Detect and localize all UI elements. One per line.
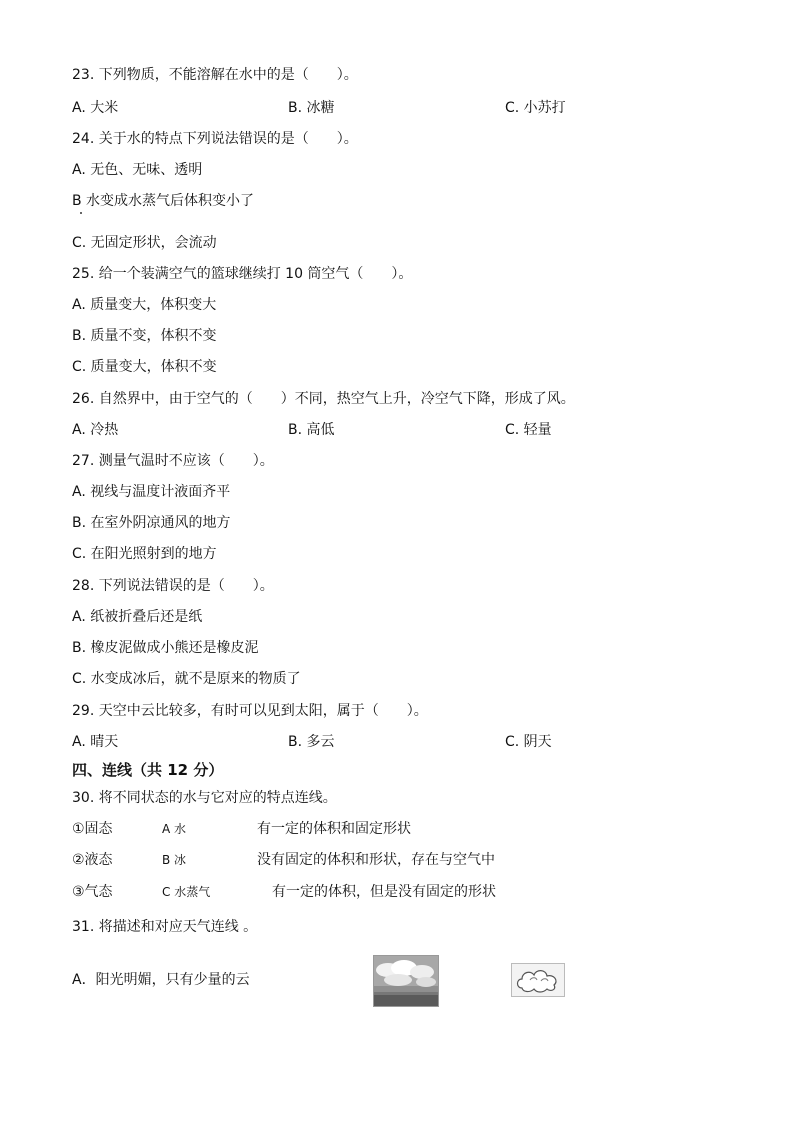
q27-option-a: A. 视线与温度计液面齐平	[72, 484, 231, 500]
q30-state-gas: ③气态	[72, 884, 113, 900]
q30-item-water: A 水	[162, 822, 187, 836]
q30-state-solid: ①固态	[72, 821, 113, 837]
q25-option-c: C. 质量变大，体积不变	[72, 359, 217, 375]
q28-option-c: C. 水变成冰后，就不是原来的物质了	[72, 671, 301, 687]
q26-stem: 26. 自然界中，由于空气的（ ）不同，热空气上升，冷空气下降，形成了风。	[72, 391, 575, 407]
q25-option-b: B. 质量不变，体积不变	[72, 328, 217, 344]
q31-stem: 31. 将描述和对应天气连线 。	[72, 919, 258, 935]
q30-item-vapor: C 水蒸气	[162, 885, 211, 899]
q26-option-a: A. 冷热	[72, 422, 119, 438]
q27-option-b: B. 在室外阴凉通风的地方	[72, 515, 231, 531]
section-heading: 四、连线（共 12 分）	[72, 761, 224, 779]
q29-option-c: C. 阴天	[505, 734, 552, 750]
q30-item-ice: B 冰	[162, 853, 187, 867]
q30-feature-1: 有一定的体积和固定形状	[257, 821, 411, 837]
q23-option-a: A. 大米	[72, 100, 119, 116]
q27-stem: 27. 测量气温时不应该（ ）。	[72, 453, 274, 469]
q26-option-b: B. 高低	[288, 422, 335, 438]
q28-option-a: A. 纸被折叠后还是纸	[72, 609, 203, 625]
cloud-icon	[511, 963, 565, 997]
q27-option-c: C. 在阳光照射到的地方	[72, 546, 217, 562]
q25-stem: 25. 给一个装满空气的篮球继续打 10 筒空气（ ）。	[72, 266, 413, 282]
q28-stem: 28. 下列说法错误的是（ ）。	[72, 578, 274, 594]
q26-option-c: C. 轻量	[505, 422, 552, 438]
q29-stem: 29. 天空中云比较多，有时可以见到太阳，属于（ ）。	[72, 703, 428, 719]
q28-option-b: B. 橡皮泥做成小熊还是橡皮泥	[72, 640, 259, 656]
q24-stem: 24. 关于水的特点下列说法错误的是（ ）。	[72, 131, 358, 147]
q30-feature-3: 有一定的体积，但是没有固定的形状	[272, 884, 496, 900]
q30-state-liquid: ②液态	[72, 852, 113, 868]
q31-option-a: A．阳光明媚，只有少量的云	[72, 972, 250, 988]
q25-option-a: A. 质量变大，体积变大	[72, 297, 217, 313]
q29-option-a: A. 晴天	[72, 734, 119, 750]
q30-stem: 30. 将不同状态的水与它对应的特点连线。	[72, 790, 337, 806]
q30-feature-2: 没有固定的体积和形状，存在与空气中	[257, 852, 495, 868]
sunny-sky-photo	[373, 955, 439, 1007]
q23-stem: 23. 下列物质，不能溶解在水中的是（ ）。	[72, 67, 358, 83]
q29-option-b: B. 多云	[288, 734, 335, 750]
q23-option-c: C. 小苏打	[505, 100, 566, 116]
stray-dot	[80, 212, 82, 214]
q23-option-b: B. 冰糖	[288, 100, 335, 116]
q24-option-c: C. 无固定形状，会流动	[72, 235, 217, 251]
q24-option-b: B 水变成水蒸气后体积变小了	[72, 193, 255, 209]
q24-option-a: A. 无色、无味、透明	[72, 162, 203, 178]
